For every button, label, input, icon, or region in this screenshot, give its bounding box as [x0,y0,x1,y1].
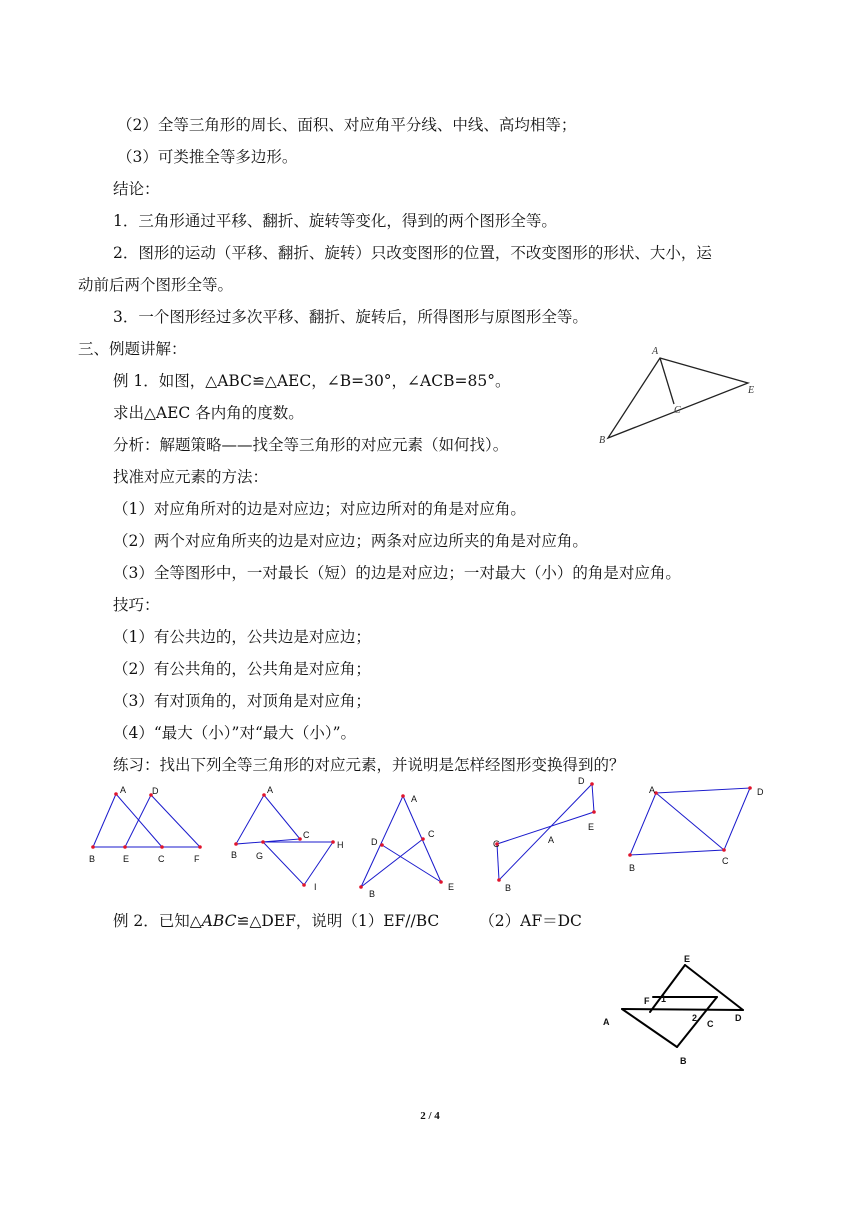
text-line-4: 1．三角形通过平移、翻折、旋转等变化，得到的两个图形全等。 [113,212,557,230]
practice-line: 练习：找出下列全等三角形的对应元素，并说明是怎样经图形变换得到的？ [113,756,625,774]
svg-text:D: D [735,1013,742,1023]
svg-text:2: 2 [692,1013,698,1023]
svg-text:E: E [448,882,455,892]
tip-item-1: （1）有公共边的，公共边是对应边； [113,628,371,646]
svg-text:G: G [256,851,264,861]
svg-text:F: F [194,854,200,864]
example-1-figure [590,340,765,450]
svg-text:C: C [303,830,310,840]
svg-text:E: E [748,385,755,396]
method-heading: 找准对应元素的方法： [113,468,269,486]
method-item-3: （3）全等图形中，一对最长（短）的边是对应边；一对最大（小）的角是对应角。 [113,564,681,582]
svg-text:C: C [493,839,500,849]
example-1-statement: 例 1．如图，△ABC≌△AEC，∠B=30°，∠ACB=85°。 [113,372,511,390]
text-line-5: 2．图形的运动（平移、翻折、旋转）只改变图形的位置，不改变图形的形状、大小，运 [113,244,712,262]
svg-text:A: A [267,785,274,795]
section-heading: 三、例题讲解： [78,340,187,358]
svg-text:D: D [371,837,378,847]
text-line-2: （3）可类推全等多边形。 [117,148,298,166]
svg-text:B: B [599,435,606,446]
svg-text:A: A [411,794,418,804]
svg-text:A: A [652,346,659,357]
tips-heading: 技巧： [113,596,160,614]
practice-figure-5 [620,780,780,880]
svg-text:C: C [158,854,165,864]
svg-text:A: A [649,785,656,795]
svg-text:C: C [674,405,681,416]
text-line-1: （2）全等三角形的周长、面积、对应角平分线、中线、高均相等； [117,116,577,134]
svg-text:B: B [680,1056,687,1066]
svg-text:H: H [337,840,344,850]
method-item-2: （2）两个对应角所夹的边是对应边；两条对应边所夹的角是对应角。 [113,532,588,550]
svg-text:B: B [369,889,376,899]
svg-text:B: B [629,863,636,873]
page-number: 2 / 4 [420,1110,440,1122]
svg-text:I: I [314,882,317,892]
tip-item-2: （2）有公共角的，公共角是对应角； [113,660,371,678]
svg-text:D: D [757,787,764,797]
svg-text:A: A [120,785,127,795]
text-line-3: 结论： [113,180,160,198]
svg-text:B: B [505,883,512,893]
method-item-1: （1）对应角所对的边是对应边；对应边所对的角是对应角。 [113,500,526,518]
practice-figure-1 [85,782,210,867]
svg-text:E: E [684,954,691,964]
text-line-7: 3．一个图形经过多次平移、翻折、旋转后，所得图形与原图形全等。 [113,308,588,326]
svg-text:B: B [231,850,238,860]
svg-text:1: 1 [661,994,667,1004]
svg-text:E: E [588,822,595,832]
svg-text:F: F [644,996,650,1006]
svg-text:E: E [123,854,130,864]
svg-text:C: C [722,856,729,866]
tip-item-3: （3）有对顶角的，对顶角是对应角； [113,692,371,710]
example-1-question: 求出△AEC 各内角的度数。 [113,404,304,422]
example-2-statement: 例 2．已知△ABC≌△DEF，说明（1）EF//BC （2）AF＝DC [113,912,582,930]
practice-figure-4 [480,772,615,897]
svg-text:D: D [578,776,585,786]
svg-text:A: A [548,835,555,845]
text-line-6: 动前后两个图形全等。 [78,276,234,294]
svg-text:D: D [152,786,159,796]
practice-figure-2 [228,782,353,897]
analysis-line: 分析：解题策略——找全等三角形的对应元素（如何找）。 [113,436,509,454]
example-2-figure [595,945,770,1070]
svg-text:C: C [707,1019,714,1029]
svg-text:B: B [89,854,96,864]
tip-item-4: （4）“最大（小）”对“最大（小）”。 [113,724,357,742]
practice-figure-3 [355,782,465,902]
svg-text:C: C [428,829,435,839]
svg-text:A: A [603,1017,610,1027]
